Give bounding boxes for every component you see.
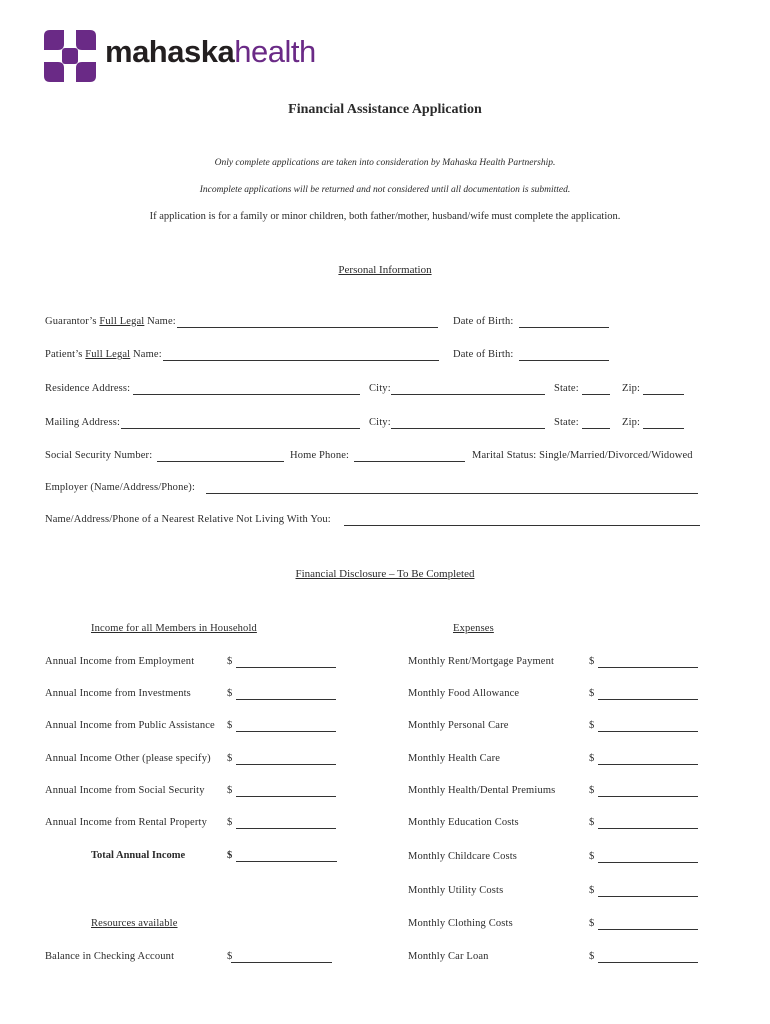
relative-label: Name/Address/Phone of a Nearest Relative Not Living With You: [45,514,331,525]
guarantor-prefix: Guarantor’s [45,316,100,327]
residence-address-field[interactable] [133,383,360,395]
currency-symbol: $ [589,918,595,929]
currency-symbol: $ [589,720,595,731]
mailing-zip-field[interactable] [643,417,684,429]
mahaska-logo-icon [44,30,96,82]
marital-status-label: Marital Status: Single/Married/Divorced/Widowed [472,450,693,461]
income-amount-field[interactable] [236,785,336,797]
guarantor-name-label [45,316,176,327]
currency-symbol: $ [589,753,595,764]
income-amount-field[interactable] [236,720,336,732]
currency-symbol: $ [589,951,595,962]
patient-underlined: Full Legal [85,349,131,360]
guarantor-name-field[interactable] [177,316,438,328]
currency-symbol: $ [227,850,233,861]
total-income-field[interactable] [236,850,337,862]
patient-prefix: Patient’s [45,349,86,360]
employer-field[interactable] [206,482,698,494]
expense-label: Monthly Education Costs [408,817,519,828]
brand-name-light: health [234,34,316,69]
income-label: Annual Income from Rental Property [45,817,207,828]
page-title: Financial Assistance Application [288,102,482,117]
checking-balance-field[interactable] [231,951,332,963]
income-label: Annual Income Other (please specify) [45,753,211,764]
personal-info-heading: Personal Information [338,264,432,276]
expense-amount-field[interactable] [598,785,698,797]
currency-symbol: $ [227,817,233,828]
residence-state-field[interactable] [582,383,610,395]
resource-label: Balance in Checking Account [45,951,175,962]
financial-disclosure-heading: Financial Disclosure – To Be Completed [295,568,475,580]
guarantor-dob-label: Date of Birth: [453,316,514,327]
residence-zip-label: Zip: [622,383,641,394]
expense-amount-field[interactable] [598,656,698,668]
expense-amount-field[interactable] [598,720,698,732]
guarantor-suffix: Name: [144,316,176,327]
expense-label: Monthly Health/Dental Premiums [408,785,556,796]
intro-line-1: Only complete applications are taken into consideration by Mahaska Health Partnership. [214,158,556,168]
expense-amount-field[interactable] [598,753,698,765]
expense-label: Monthly Health Care [408,753,501,764]
mailing-city-field[interactable] [391,417,545,429]
employer-label: Employer (Name/Address/Phone): [45,482,196,493]
guarantor-dob-field[interactable] [519,316,609,328]
expense-label: Monthly Food Allowance [408,688,520,699]
expenses-heading: Expenses [453,623,494,634]
expense-amount-field[interactable] [598,688,698,700]
income-heading: Income for all Members in Household [91,623,257,634]
mailing-state-label: State: [554,417,579,428]
expense-label: Monthly Utility Costs [408,885,504,896]
patient-dob-field[interactable] [519,349,609,361]
residence-state-label: State: [554,383,579,394]
income-amount-field[interactable] [236,817,336,829]
expense-amount-field[interactable] [598,817,698,829]
expense-label: Monthly Personal Care [408,720,509,731]
brand-wordmark [105,34,316,70]
mailing-state-field[interactable] [582,417,610,429]
intro-line-3: If application is for a family or minor children, both father/mother, husband/wife must complete the application. [149,211,621,222]
ssn-field[interactable] [157,450,284,462]
expense-label: Monthly Rent/Mortgage Payment [408,656,555,667]
income-amount-field[interactable] [236,688,336,700]
currency-symbol: $ [227,753,233,764]
residence-zip-field[interactable] [643,383,684,395]
intro-line-2: Incomplete applications will be returned and not considered until all documentation is submitted. [199,185,571,195]
currency-symbol: $ [589,656,595,667]
brand-name-bold: mahaska [105,34,235,69]
mailing-zip-label: Zip: [622,417,641,428]
currency-symbol: $ [589,851,595,862]
resources-heading: Resources available [91,918,178,929]
currency-symbol: $ [227,720,233,731]
mailing-address-field[interactable] [121,417,360,429]
income-label: Annual Income from Employment [45,656,195,667]
ssn-label: Social Security Number: [45,450,153,461]
residence-city-label: City: [369,383,391,394]
income-label: Annual Income from Public Assistance [45,720,215,731]
residence-address-label: Residence Address: [45,383,131,394]
currency-symbol: $ [589,688,595,699]
currency-symbol: $ [589,785,595,796]
home-phone-field[interactable] [354,450,465,462]
residence-city-field[interactable] [391,383,545,395]
relative-field[interactable] [344,514,700,526]
currency-symbol: $ [589,817,595,828]
currency-symbol: $ [227,951,233,962]
expense-amount-field[interactable] [598,918,698,930]
mailing-address-label: Mailing Address: [45,417,121,428]
currency-symbol: $ [227,656,233,667]
expense-label: Monthly Car Loan [408,951,489,962]
currency-symbol: $ [227,688,233,699]
expense-label: Monthly Clothing Costs [408,918,513,929]
currency-symbol: $ [589,885,595,896]
expense-label: Monthly Childcare Costs [408,851,518,862]
patient-name-label [45,349,162,360]
patient-suffix: Name: [130,349,162,360]
total-income-label: Total Annual Income [91,850,186,861]
income-label: Annual Income from Investments [45,688,191,699]
guarantor-underlined: Full Legal [99,316,145,327]
patient-name-field[interactable] [163,349,439,361]
patient-dob-label: Date of Birth: [453,349,514,360]
mailing-city-label: City: [369,417,391,428]
expense-amount-field[interactable] [598,951,698,963]
home-phone-label: Home Phone: [290,450,350,461]
income-amount-field[interactable] [236,656,336,668]
expense-amount-field[interactable] [598,885,698,897]
currency-symbol: $ [227,785,233,796]
income-amount-field[interactable] [236,753,336,765]
income-label: Annual Income from Social Security [45,785,205,796]
expense-amount-field[interactable] [598,851,698,863]
